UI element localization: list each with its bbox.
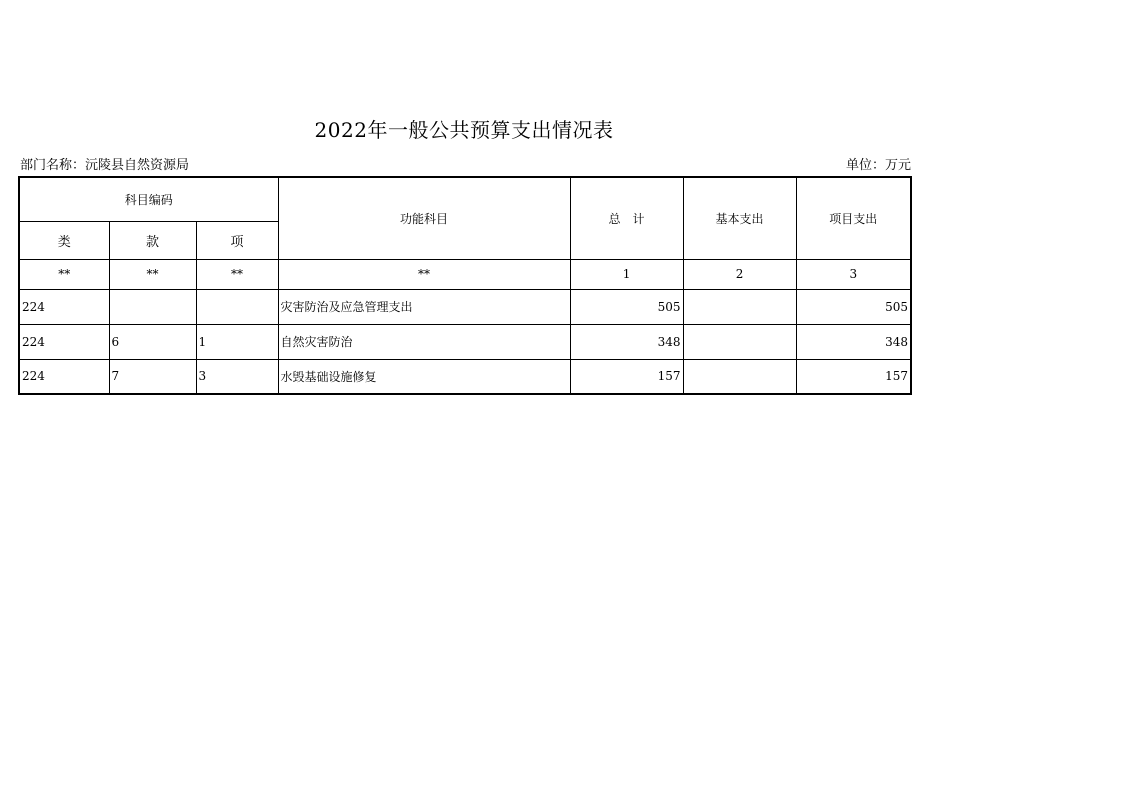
cell-lei: 224	[19, 324, 109, 359]
index-cell: 1	[570, 259, 683, 289]
cell-xiang	[196, 289, 278, 324]
index-cell: 2	[683, 259, 796, 289]
header-xiang: 项	[196, 221, 278, 259]
cell-project: 505	[796, 289, 911, 324]
cell-project: 157	[796, 359, 911, 394]
cell-name: 自然灾害防治	[278, 324, 570, 359]
cell-lei: 224	[19, 289, 109, 324]
header-total: 总 计	[570, 177, 683, 259]
index-cell: 3	[796, 259, 911, 289]
cell-total: 505	[570, 289, 683, 324]
cell-name: 水毁基础设施修复	[278, 359, 570, 394]
index-cell: **	[109, 259, 196, 289]
cell-xiang: 3	[196, 359, 278, 394]
cell-kuan: 7	[109, 359, 196, 394]
cell-total: 348	[570, 324, 683, 359]
index-cell: **	[278, 259, 570, 289]
header-lei: 类	[19, 221, 109, 259]
header-kuan: 款	[109, 221, 196, 259]
cell-kuan: 6	[109, 324, 196, 359]
cell-kuan	[109, 289, 196, 324]
cell-basic	[683, 359, 796, 394]
cell-xiang: 1	[196, 324, 278, 359]
cell-name: 灾害防治及应急管理支出	[278, 289, 570, 324]
table-row	[19, 324, 911, 359]
cell-lei: 224	[19, 359, 109, 394]
header-function-subject: 功能科目	[278, 177, 570, 259]
cell-project: 348	[796, 324, 911, 359]
department-label: 部门名称：沅陵县自然资源局	[20, 158, 190, 173]
cell-basic	[683, 324, 796, 359]
header-subject-code: 科目编码	[19, 177, 278, 221]
header-project-expense: 项目支出	[796, 177, 911, 259]
header-basic-expense: 基本支出	[683, 177, 796, 259]
cell-total: 157	[570, 359, 683, 394]
cell-basic	[683, 289, 796, 324]
table-row	[19, 359, 911, 394]
table-row	[19, 289, 911, 324]
unit-label: 单位：万元	[846, 158, 912, 173]
page-title: 2022年一般公共预算支出情况表	[314, 118, 614, 142]
budget-table	[18, 176, 912, 395]
index-cell: **	[196, 259, 278, 289]
index-cell: **	[19, 259, 109, 289]
